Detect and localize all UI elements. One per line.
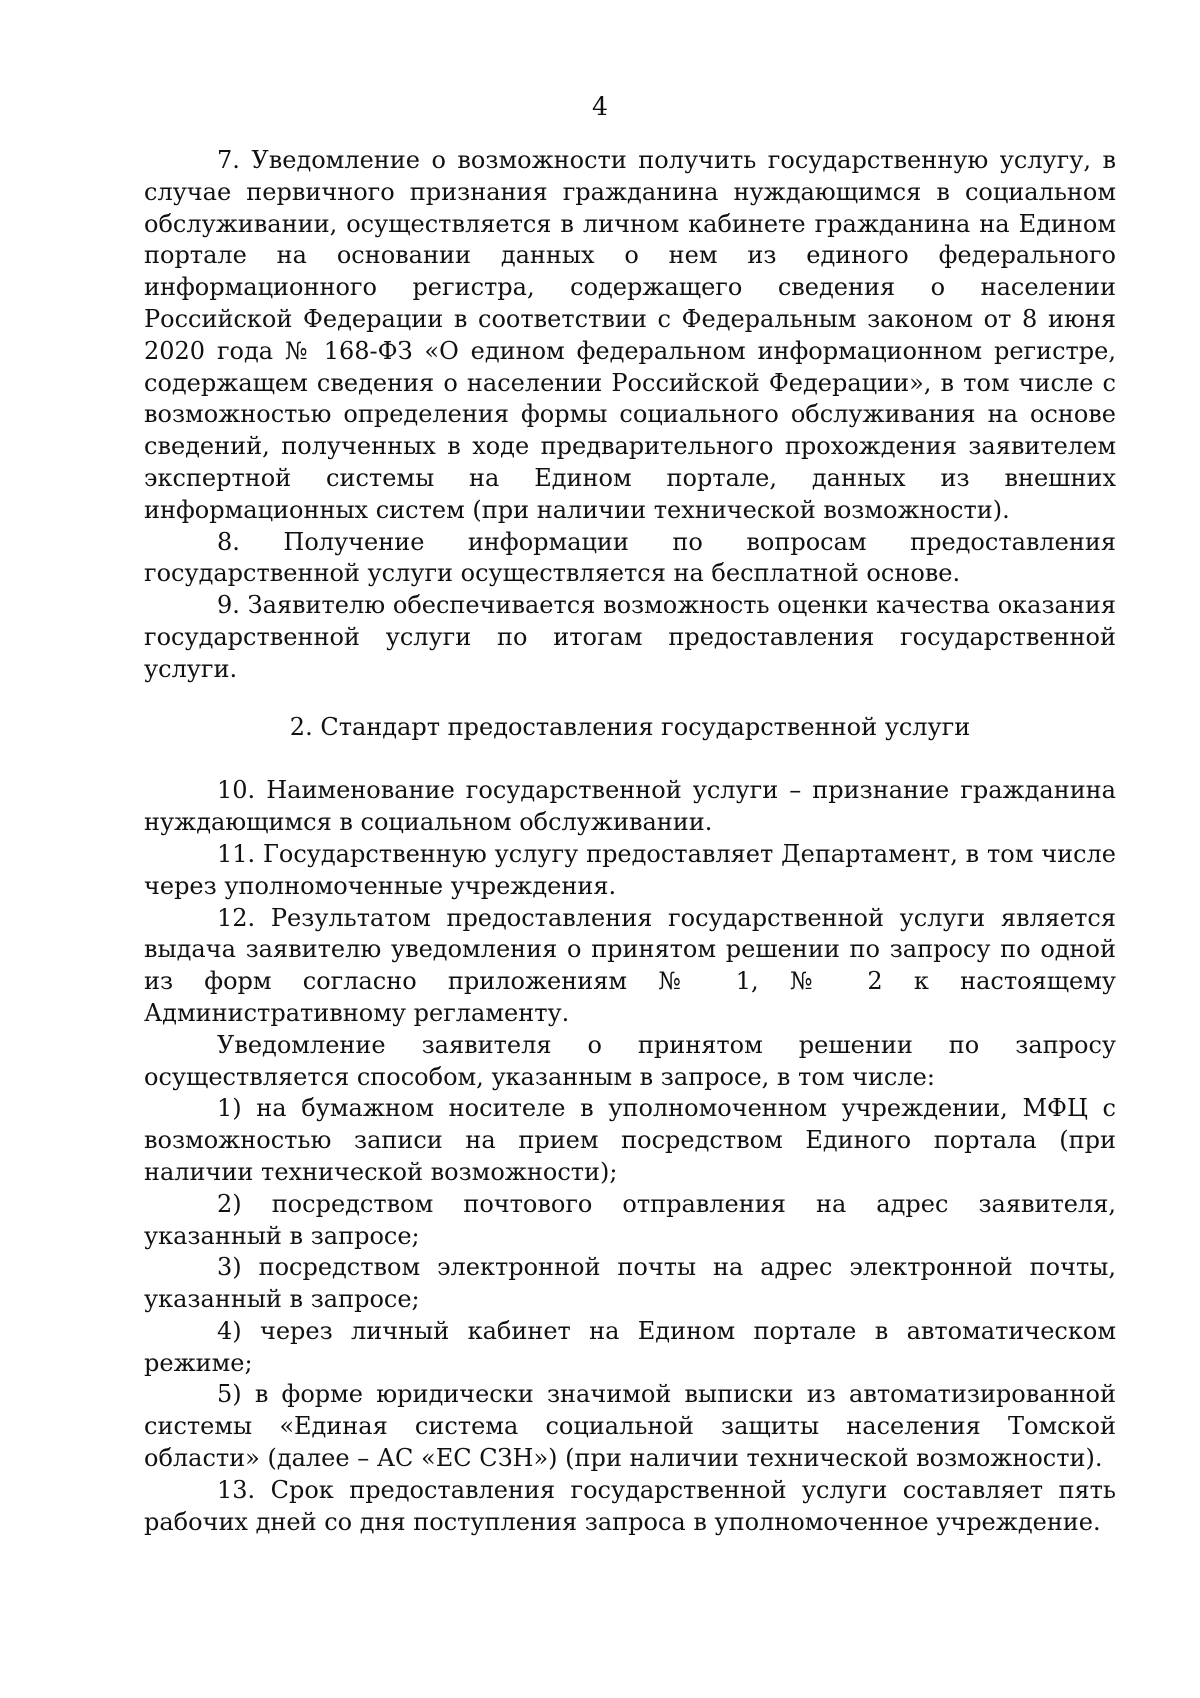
list-item-4: 4) через личный кабинет на Едином портале в автоматическом режиме; [144,1316,1116,1377]
list-item-5: 5) в форме юридически значимой выписки из автоматизированной системы «Единая система социальной защиты населения Томской области» (далее – АС «ЕС СЗН») (при наличии технической возможности). [144,1380,1116,1473]
paragraph-7: 7. Уведомление о возможности получить государственную услугу, в случае первичного признания гражданина нуждающимся в социальном обслуживании, осуществляется в личном кабинете гражданина на Едином портале на основании данных о нем из единого федерального информационного регистра, содержащего сведения о населении Российской Федерации в соответствии с Федеральным законом от 8 июня 2020 года № 168-ФЗ «О едином федеральном информационном регистре, содержащем сведения о населении Российской Федерации», в том числе с возможностью определения формы социального обслуживания на основе сведений, полученных в ходе предварительного прохождения заявителем экспертной системы на Едином портале, данных из внешних информационных систем (при наличии технической возможности). [144,146,1116,524]
paragraph-11: 11. Государственную услугу предоставляет Департамент, в том числе через уполномоченные учреждения. [144,839,1116,900]
list-item-3: 3) посредством электронной почты на адрес электронной почты, указанный в запросе; [144,1253,1116,1314]
document-body [144,145,1116,1538]
list-item-1: 1) на бумажном носителе в уполномоченном учреждении, МФЦ с возможностью записи на прием посредством Единого портала (при наличии технической возможности); [144,1094,1116,1186]
paragraph-10: 10. Наименование государственной услуги – признание гражданина нуждающимся в социальном обслуживании. [144,776,1116,837]
list-item-2: 2) посредством почтового отправления на адрес заявителя, указанный в запросе; [144,1189,1116,1250]
paragraph-13: 13. Срок предоставления государственной услуги составляет пять рабочих дней со дня поступления запроса в уполномоченное учреждение. [144,1475,1116,1536]
paragraph-notification: Уведомление заявителя о принятом решении по запросу осуществляется способом, указанным в запросе, в том числе: [144,1030,1116,1091]
paragraph-8: 8. Получение информации по вопросам предоставления государственной услуги осуществляется на бесплатной основе. [144,527,1116,588]
page-number: 4 [592,92,608,121]
section-heading: 2. Стандарт предоставления государственной услуги [289,712,971,741]
paragraph-12: 12. Результатом предоставления государственной услуги является выдача заявителю уведомления о принятом решении по запросу по одной из форм согласно приложениям № 1, № 2 к настоящему Административному регламенту. [144,903,1116,1027]
paragraph-9: 9. Заявителю обеспечивается возможность оценки качества оказания государственной услуги по итогам предоставления государственной услуги. [144,591,1116,683]
